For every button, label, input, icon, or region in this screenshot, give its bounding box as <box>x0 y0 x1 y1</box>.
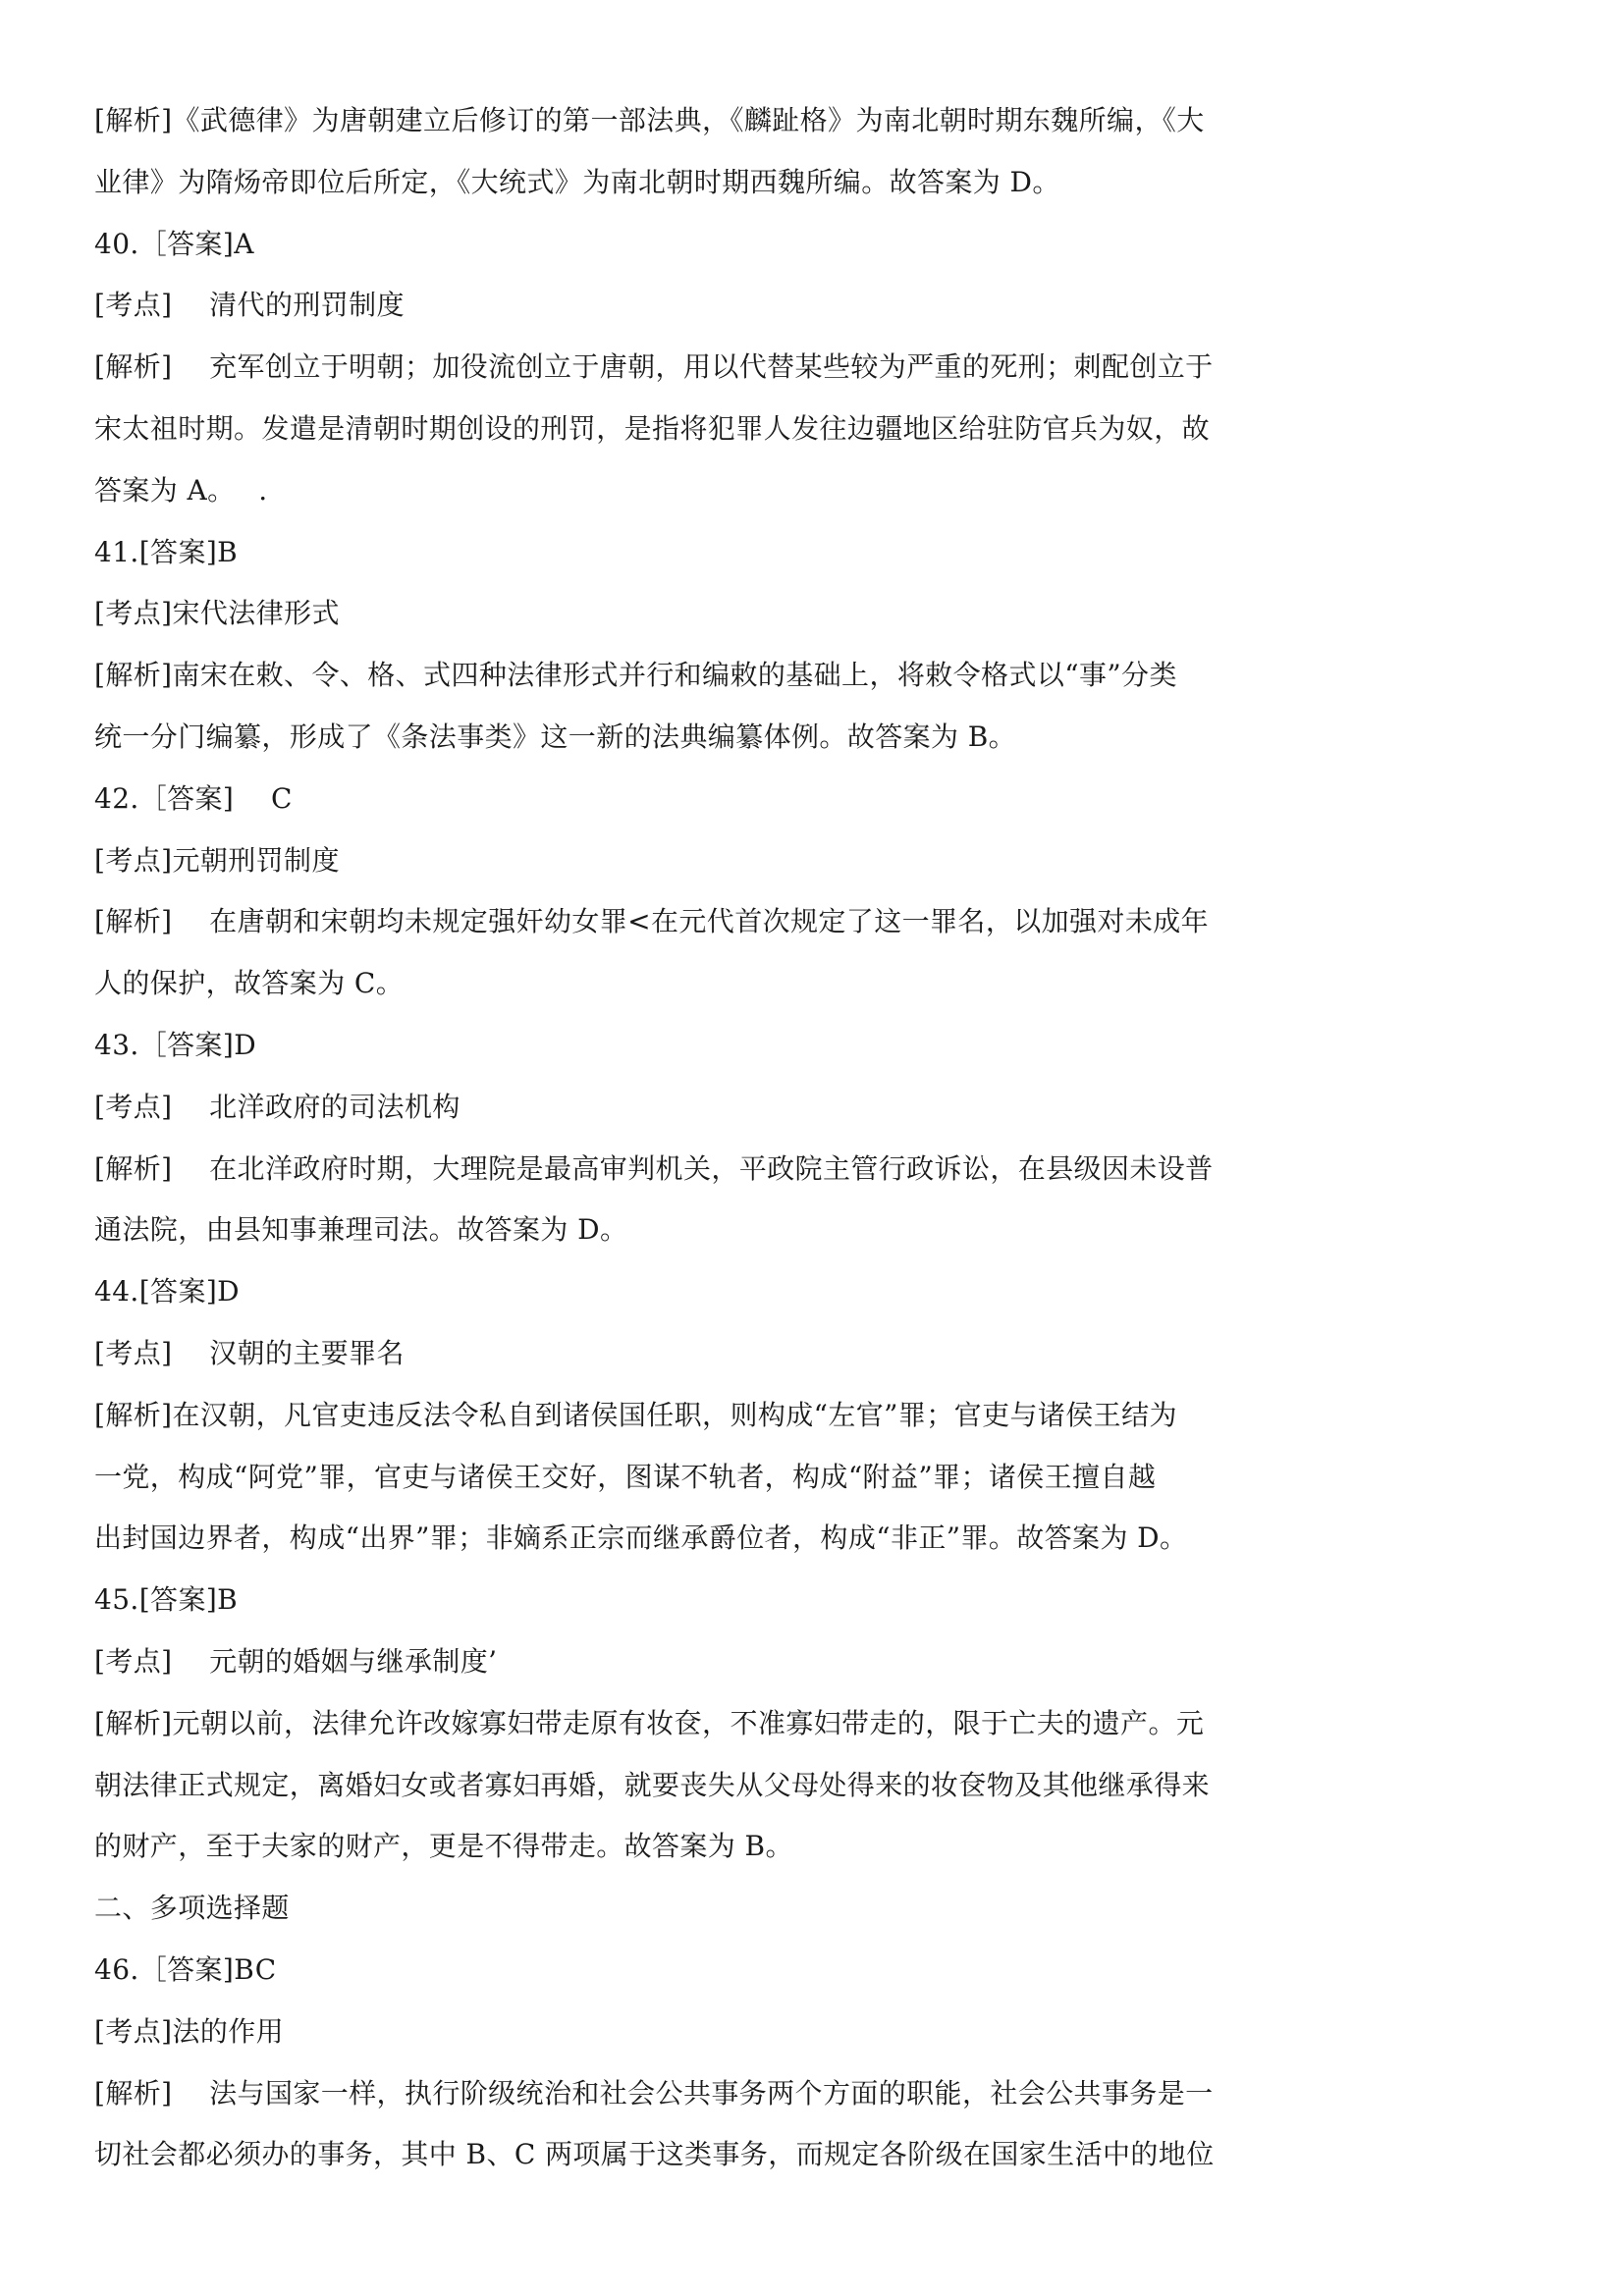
text-line: [解析]在汉朝，凡官吏违反法令私自到诸侯国任职，则构成“左官”罪；官吏与诸侯王结为 <box>94 1398 1177 1431</box>
key-point-line: [考点] 汉朝的主要罪名 <box>94 1336 405 1369</box>
text-line: 朝法律正式规定，离婚妇女或者寡妇再婚，就要丧失从父母处得来的妆奁物及其他继承得来 <box>94 1768 1211 1801</box>
text-line: 人的保护，故答案为 C。 <box>94 967 405 1000</box>
text-line: [解析] 充军创立于明朝；加役流创立于唐朝，用以代替某些较为严重的死刑；刺配创立于 <box>94 350 1214 384</box>
text-line: 一党，构成“阿党”罪，官吏与诸侯王交好，图谋不轨者，构成“附益”罪；诸侯王擅自越 <box>94 1460 1157 1493</box>
answer-line: 44.[答案]D <box>94 1275 241 1308</box>
text-line: 通法院，由县知事兼理司法。故答案为 D。 <box>94 1213 628 1247</box>
text-line: [解析] 法与国家一样，执行阶级统治和社会公共事务两个方面的职能，社会公共事务是一 <box>94 2076 1214 2109</box>
text-line: [解析]《武德律》为唐朝建立后修订的第一部法典，《麟趾格》为南北朝时期东魏所编，《大 <box>94 104 1205 136</box>
key-point-line: [考点] 清代的刑罚制度 <box>94 289 405 322</box>
text-line: [解析] 在北洋政府时期，大理院是最高审判机关，平政院主管行政诉讼，在县级因未设普 <box>94 1151 1214 1185</box>
answer-line: 43.［答案]D <box>94 1028 257 1061</box>
document-body <box>94 90 1292 2186</box>
answer-line: 46.［答案]BC <box>94 1952 277 1986</box>
key-point-line: [考点] 元朝的婚姻与继承制度’ <box>94 1644 498 1678</box>
answer-line: 45.[答案]B <box>94 1583 239 1617</box>
answer-line: 41.[答案]B <box>94 535 239 568</box>
key-point-line: [考点]宋代法律形式 <box>94 597 340 630</box>
text-line: [解析] 在唐朝和宋朝均未规定强奸幼女罪<在元代首次规定了这一罪名，以加强对未成年 <box>94 905 1210 938</box>
text-line: 的财产，至于夫家的财产，更是不得带走。故答案为 B。 <box>94 1830 793 1863</box>
text-line: [解析]南宋在敕、令、格、式四种法律形式并行和编敕的基础上，将敕令格式以“事”分类 <box>94 659 1177 692</box>
text-line: 业律》为隋炀帝即位后所定，《大统式》为南北朝时期西魏所编。故答案为 D。 <box>94 165 1060 198</box>
text-line: 宋太祖时期。发遣是清朝时期创设的刑罚，是指将犯罪人发往边疆地区给驻防官兵为奴，故 <box>94 411 1211 445</box>
text-line: 出封国边界者，构成“出界”罪；非嫡系正宗而继承爵位者，构成“非正”罪。故答案为 D。 <box>94 1522 1188 1555</box>
text-line: 切社会都必须办的事务，其中 B、C 两项属于这类事务，而规定各阶级在国家生活中的地位 <box>94 2138 1215 2171</box>
text-line: [解析]元朝以前，法律允许改嫁寡妇带走原有妆奁，不准寡妇带走的，限于亡夫的遗产。元 <box>94 1706 1205 1739</box>
key-point-line: [考点] 北洋政府的司法机构 <box>94 1090 460 1123</box>
key-point-line: [考点]元朝刑罚制度 <box>94 843 340 877</box>
answer-line: 40.［答案]A <box>94 227 254 260</box>
answer-line: 42.［答案] C <box>94 781 293 815</box>
key-point-line: [考点]法的作用 <box>94 2014 285 2048</box>
text-line: 答案为 A。 . <box>94 473 268 507</box>
section-heading: 二、多项选择题 <box>94 1892 290 1925</box>
text-line: 统一分门编纂，形成了《条法事类》这一新的法典编纂体例。故答案为 B。 <box>94 720 1017 753</box>
